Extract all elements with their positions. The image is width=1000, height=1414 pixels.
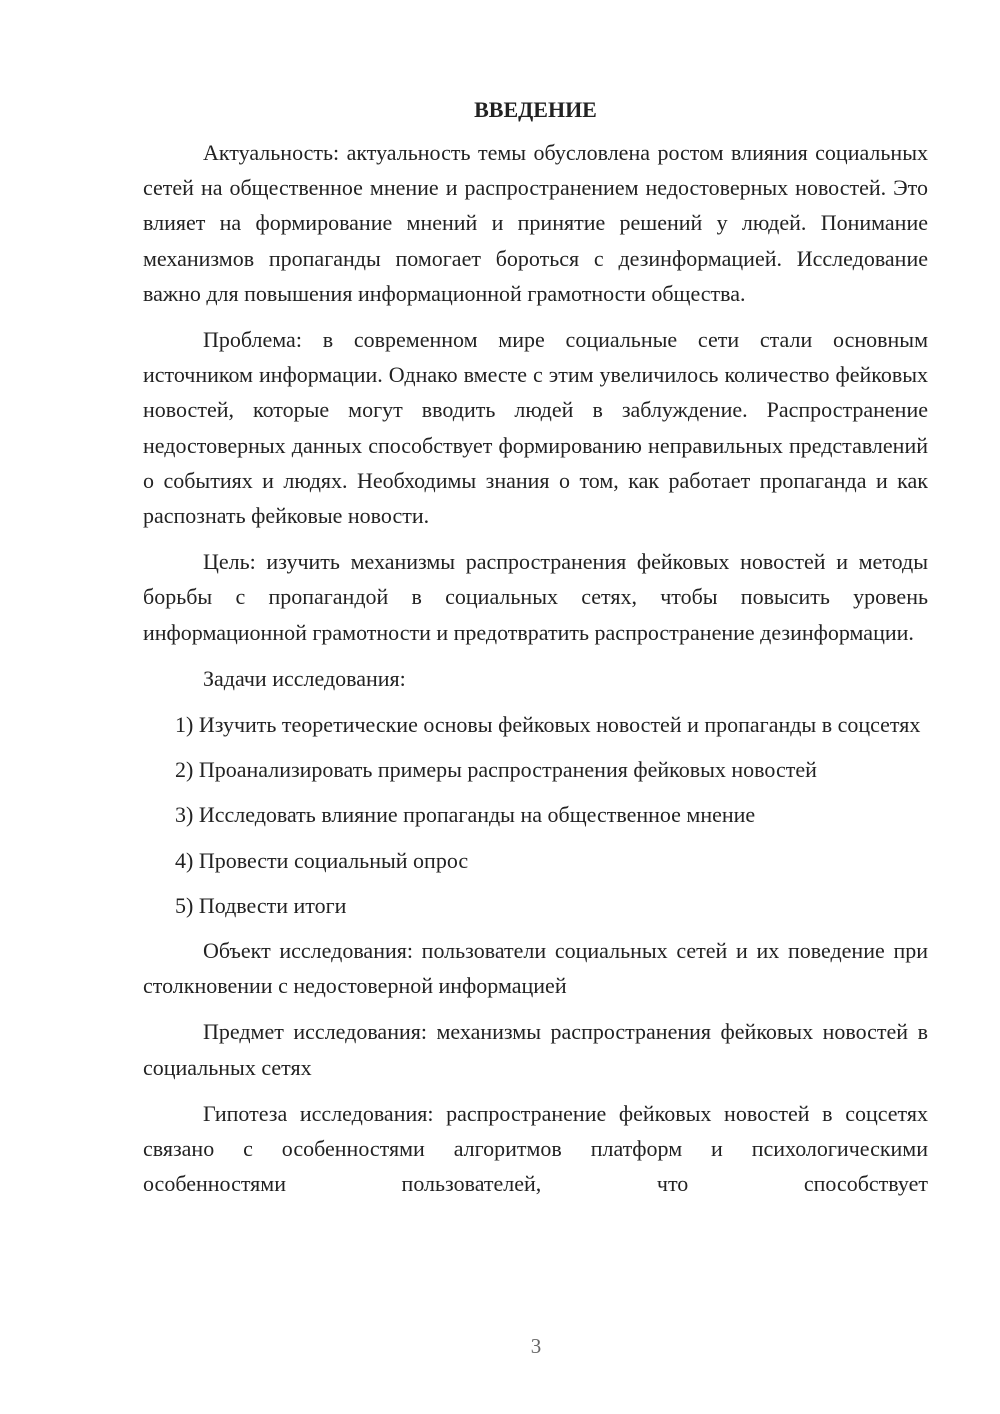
task-item: 3) Исследовать влияние пропаганды на общественное мнение <box>175 802 756 828</box>
object-paragraph: Объект исследования: пользователи социальных сетей и их поведение при столкновении с недостоверной информацией <box>143 938 928 999</box>
section-title: ВВЕДЕНИЕ <box>474 97 597 122</box>
task-item: 5) Подвести итоги <box>175 892 347 918</box>
hypothesis-paragraph: Гипотеза исследования: распространение фейковых новостей в соцсетях связано с особенностями алгоритмов платформ и психологическими особенностями пользователей, что способствует <box>143 1100 928 1197</box>
document-page <box>143 96 928 1212</box>
page-number: 3 <box>530 1334 542 1358</box>
task-item: 2) Проанализировать примеры распространения фейковых новостей <box>175 757 817 783</box>
task-item: 4) Провести социальный опрос <box>175 847 469 873</box>
relevance-paragraph: Актуальность: актуальность темы обусловлена ростом влияния социальных сетей на общественное мнение и распространением недостоверных новостей. Это влияет на формирование мнений и принятие решений у людей. Понимание механизмов пропаганды помогает бороться с дезинформацией. Исследование важно для повышения информационной грамотности общества. <box>143 140 928 306</box>
tasks-heading: Задачи исследования: <box>203 665 406 691</box>
problem-paragraph: Проблема: в современном мире социальные сети стали основным источником информации. Однако вместе с этим увеличилось количество фейковых новостей, которые могут вводить людей в заблуждение. Распространение недостоверных данных способствует формированию неправильных представлений о событиях и людях. Необходимы знания о том, как работает пропаганда и как распознать фейковые новости. <box>143 327 928 529</box>
subject-paragraph: Предмет исследования: механизмы распространения фейковых новостей в социальных сетях <box>143 1019 928 1080</box>
task-item: 1) Изучить теоретические основы фейковых новостей и пропаганды в соцсетях <box>175 712 921 738</box>
goal-paragraph: Цель: изучить механизмы распространения фейковых новостей и методы борьбы с пропагандой в социальных сетях, чтобы повысить уровень информационной грамотности и предотвратить распространение дезинформации. <box>143 549 928 645</box>
